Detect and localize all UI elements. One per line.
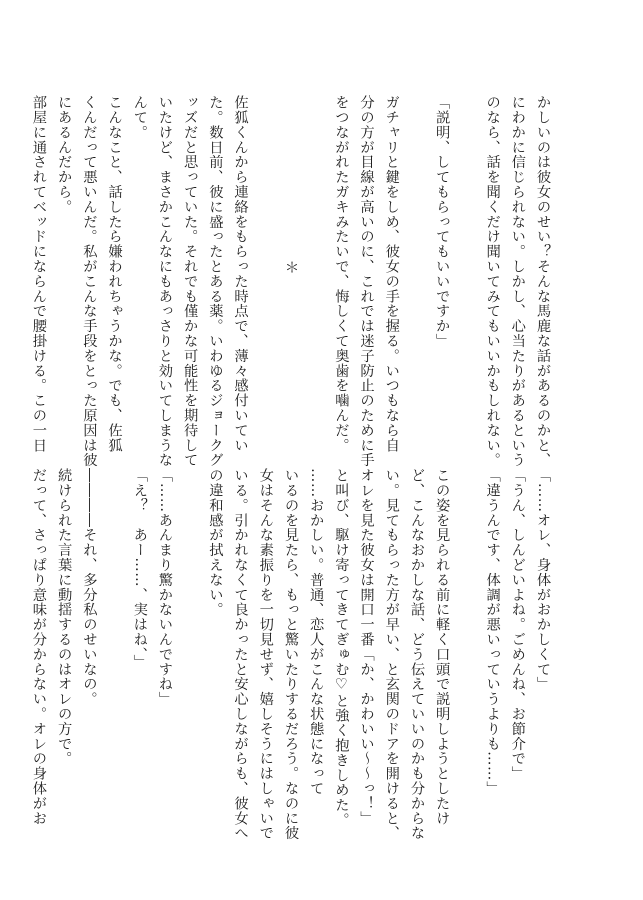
text-column: こんなこと、話したら嫌われちゃうかな。でも、佐狐	[106, 95, 123, 453]
text-column: ど、こんなおかしな話、どう伝えていいのかも分からな	[408, 468, 425, 841]
text-column: 続けられた言葉に動揺するのはオレの方で。	[56, 468, 73, 766]
text-column: と叫び、駆け寄ってきてぎゅむ♡と強く抱きしめた。	[333, 468, 350, 828]
section-separator: ＊	[282, 260, 299, 275]
text-column: 部屋に通されてベッドにならんで腰掛ける。この一日	[30, 95, 47, 453]
text-column	[253, 95, 278, 440]
text-column: んて。	[131, 95, 148, 140]
text-column: い。見てもらった方が早い、と玄関のドアを開けると、	[383, 468, 400, 841]
text-column	[454, 95, 479, 440]
text-column: 「説明、してもらってもいいですか」	[434, 95, 451, 349]
text-column: ッズだと思っていた。それでも僅かな可能性を期待して	[182, 95, 199, 468]
text-column: 「……オレ、身体がおかしくて」	[535, 468, 551, 692]
text-column	[454, 468, 479, 818]
text-column: ……おかしい。普通、恋人がこんな状態になって	[308, 468, 325, 796]
text-column: いたけど、まさかこんなにもあっさりと効いてしまうな	[156, 95, 173, 468]
text-column: にあるんだから。	[56, 95, 73, 215]
text-column	[177, 468, 202, 818]
text-column: 「違うんです、体調が悪いっていうよりも……」	[484, 468, 501, 796]
text-column: のなら、話を聞くだけ聞いてみてもいいかもしれない。	[484, 95, 501, 468]
text-column	[303, 95, 328, 440]
text-column: だって、さっぱり意味が分からない。オレの身体がお	[30, 468, 47, 826]
text-column: 「……あんまり驚かないんですね」	[156, 468, 173, 707]
text-column: いるのを見たら、もっと驚いたりするだろう。なのに彼	[282, 468, 299, 841]
text-column: ガチャリと鍵をしめ、彼女の手を握る。いつもなら自	[383, 95, 400, 453]
text-column: にわかに信じられない。しかし、心当たりがあるという	[509, 95, 526, 468]
text-column: 「え？ あー……、実はね、」	[131, 468, 148, 670]
text-column: た。数日前、彼に盛ったとある薬。いわゆるジョークグ	[207, 95, 224, 468]
text-column: 分の方が目線が高いのに、これでは迷子防止のために手	[358, 95, 375, 468]
text-column	[404, 95, 429, 440]
text-column	[101, 468, 126, 818]
text-column: いる。引かれなくて良かったと安心しながらも、彼女へ	[232, 468, 249, 841]
text-block-lower	[26, 468, 555, 841]
text-column: 佐狐くんから連絡をもらった時点で、薄々感付いてい	[232, 95, 249, 453]
text-column: の違和感が拭えない。	[207, 468, 224, 617]
text-column: オレを見た彼女は開口一番「か、かわいい〜〜っ！」	[358, 468, 375, 826]
text-column: かしいのは彼女のせい？そんな馬鹿な話があるのかと、	[535, 95, 551, 468]
text-column: くんだって悪いんだ。私がこんな手段をとった原因は彼	[81, 95, 98, 468]
text-column: をつながれたガキみたいで、悔しくて奥歯を噛んだ。	[333, 95, 350, 453]
text-column: 「うん、しんどいよね。ごめんね、お節介で」	[509, 468, 526, 781]
text-block-upper	[26, 95, 555, 468]
text-column: この姿を見られる前に軽く口頭で説明しようとしたけ	[434, 468, 451, 826]
text-column: 女はそんな素振りを一切見せず、嬉しそうにはしゃいで	[257, 468, 274, 841]
text-column: ――――それ、多分私のせいなの。	[81, 468, 98, 707]
